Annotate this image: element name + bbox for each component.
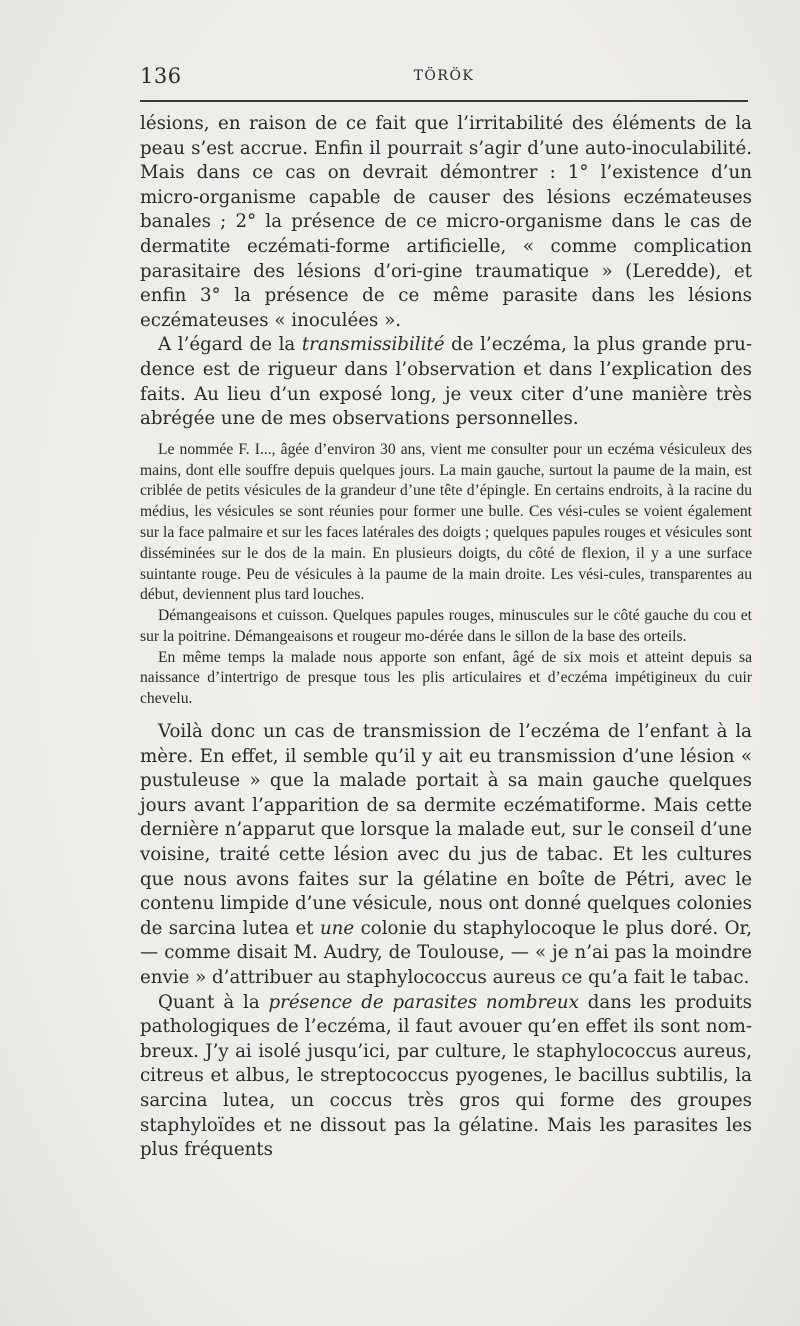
- text-run: A l’égard de la: [158, 334, 302, 356]
- observation-paragraph-2: Démangeaisons et cuisson. Quelques papules rouges, minuscules sur le côté gauche du cou et sur la poitrine. Démangeaisons et rougeur mo-dérée dans le sillon de la base des orteils.: [140, 607, 752, 645]
- text-run: Quant à la: [158, 991, 269, 1013]
- observation-paragraph-1: Le nommée F. I..., âgée d’environ 30 ans, vient me consulter pour un eczéma vésiculeux des mains, dont elle souffre depuis quelques jours. La main gauche, surtout la paume de la main, est criblée de petits vésicules de la grandeur d’une tête d’épingle. En certains endroits, à la racine du médius, les vésicules se sont réunies pour former une bulle. Ces vési-cules se voient également sur la face palmaire et sur les faces latérales des doigts ; quelques papules rouges et vésicules sont disséminées sur le dos de la main. En plusieurs doigts, du côté de flexion, il y a une surface suintante rouge. Peu de vésicules à la paume de la main droite. Les vési-cules, transparentes au début, deviennent plus tard louches.: [140, 440, 752, 604]
- text-run: colonie du staphylocoque le plus doré. Or, — comme disait M. Audry, de Toulouse, — « je n’ai pas la moindre envie » d’attribuer au staphylococcus aureus ce qu’a fait le tabac.: [140, 917, 752, 989]
- text-run: dans les produits pathologiques de l’eczéma, il faut avouer qu’en effet ils sont nom-breux. J’y ai isolé jusqu’ici, par culture, le staphylococcus aureus, citreus et albus, le streptococcus pyogenes, le bacillus subtilis, la sarcina lutea, un coccus très gros qui forme des groupes staphyloïdes et ne dissout pas la gélatine. Mais les parasites les plus fréquents: [140, 991, 752, 1161]
- text-run: Voilà donc un cas de transmission de l’eczéma de l’enfant à la mère. En effet, il semble qu’il y ait eu transmission d’une lésion « pustuleuse » que la malade portait à sa main gauche quelques jours avant l’apparition de sa dermite eczématiforme. Mais cette dernière n’apparut que lorsque la malade eut, sur le conseil d’une voisine, traité cette lésion avec du jus de tabac. Et les cultures que nous avons faites sur la gélatine en boîte de Pétri, avec le contenu limpide d’une vésicule, nous ont donné quelques colonies de sarcina lutea et: [140, 721, 752, 939]
- paragraph-transmissibilite: [140, 333, 752, 431]
- observation-block: [140, 440, 752, 710]
- observation-paragraph-3: En même temps la malade nous apporte son enfant, âgé de six mois et atteint depuis sa naissance d’intertrigo de presque tous les plis articulaires et d’eczéma impétigineux du cuir chevelu.: [140, 648, 752, 708]
- page-number: 136: [140, 64, 182, 88]
- text-run: de l’eczéma, la plus grande pru-dence est de rigueur dans l’observation et dans l’explication des faits. Au lieu d’un exposé long, je veux citer d’une manière très abrégée une de mes observations personnelles.: [140, 334, 752, 430]
- body-text: [140, 112, 752, 1163]
- header-rule: [140, 100, 748, 102]
- paragraph-lesions: lésions, en raison de ce fait que l’irritabilité des éléments de la peau s’est accrue. Enfin il pourrait s’agir d’une auto-inoculabilité. Mais dans ce cas on devrait démontrer : 1° l’existence d’un micro-organisme capable de causer des lésions eczémateuses banales ; 2° la présence de ce micro-organisme dans le cas de dermatite eczémati-forme artificielle, « comme complication parasitaire des lésions d’ori-gine traumatique » (Leredde), et enfin 3° la présence de ce même parasite dans les lésions eczémateuses « inoculées ».: [140, 113, 752, 331]
- emphasis-parasites: présence de parasites nombreux: [268, 991, 579, 1013]
- emphasis-une: une: [319, 917, 355, 939]
- emphasis-transmissibilite: transmissibilité: [301, 334, 445, 356]
- page-header: [140, 62, 748, 92]
- paragraph-voila: [140, 720, 752, 991]
- running-head: TÖRÖK: [413, 68, 475, 84]
- paragraph-parasites: [140, 991, 752, 1163]
- discussion-block: [140, 720, 752, 1163]
